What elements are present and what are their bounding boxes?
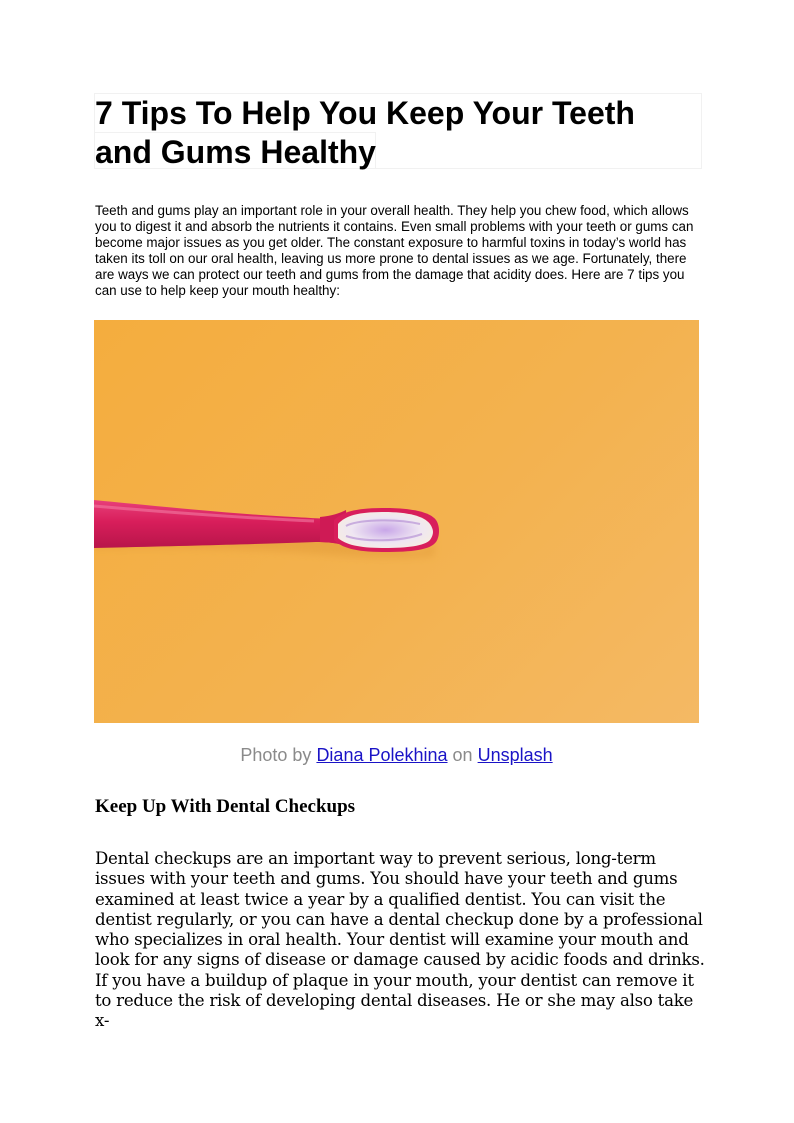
section-heading: Keep Up With Dental Checkups xyxy=(95,796,356,817)
toothbrush-photo xyxy=(94,320,699,723)
section-body: Dental checkups are an important way to prevent serious, long-term issues with your teeth and gums. You should have your teeth and gums examined at least twice a year by a qualified dentist. You can visit the dentist regularly, or you can have a dental checkup done by a professional who specializes in oral health. Your dentist will examine your mouth and look for any signs of disease or damage caused by acidic foods and drinks. If you have a buildup of plaque in your mouth, your dentist can remove it to reduce the risk of developing dental diseases. He or she may also take x- xyxy=(95,849,705,1031)
intro-paragraph: Teeth and gums play an important role in your overall health. They help you chew food, which allows you to digest it and absorb the nutrients it contains. Even small problems with your teeth or gums can become major issues as you get older. The constant exposure to harmful toxins in today’s world has taken its toll on our oral health, leaving us more prone to dental issues as we age. Fortunately, there are ways we can protect our teeth and gums from the damage that acidity does. Here are 7 tips you can use to help keep your mouth healthy: xyxy=(95,203,694,298)
caption-prefix: Photo by xyxy=(240,745,312,765)
source-link[interactable]: Unsplash xyxy=(477,745,553,765)
article-title: 7 Tips To Help You Keep Your Teeth and Gums Healthy xyxy=(95,95,635,170)
caption-middle: on xyxy=(452,745,473,765)
author-link[interactable]: Diana Polekhina xyxy=(316,745,448,765)
photo-caption xyxy=(94,744,699,766)
